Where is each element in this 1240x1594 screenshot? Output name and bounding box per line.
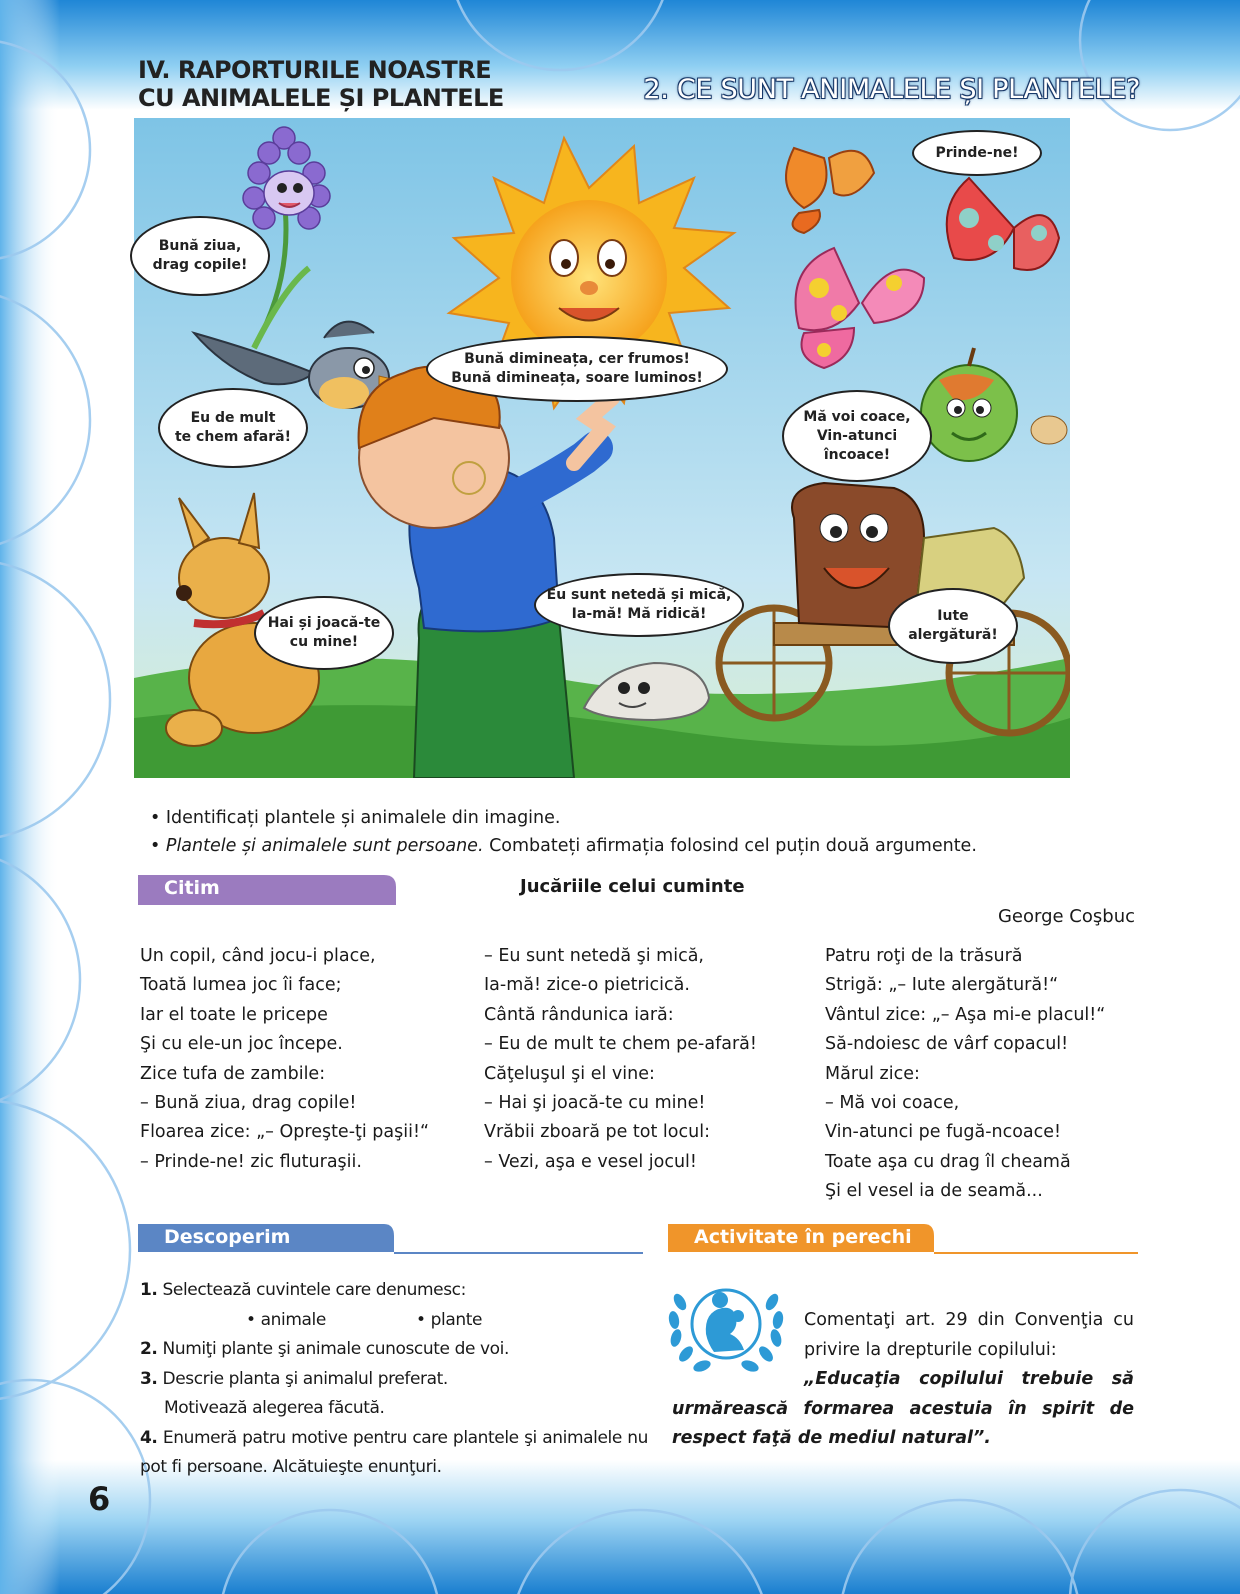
exercise-1-text: Selectează cuvintele care denumesc:	[157, 1280, 466, 1300]
exercise-3	[140, 1365, 648, 1395]
exercise-3-text: Descrie planta şi animalul preferat.	[157, 1368, 448, 1389]
poem-line: – Vezi, aşa e vesel jocul!	[484, 1151, 697, 1172]
question-1: • Identificați plantele și animalele din imagine.	[150, 808, 561, 828]
poem-line: Şi el vesel ia de seamă...	[825, 1181, 1043, 1202]
poem-line: Vrăbii zboară pe tot locul:	[484, 1122, 710, 1143]
descoperim-label: Descoperim	[164, 1226, 291, 1248]
poem-line: Cântă rândunica iară:	[484, 1004, 674, 1025]
exercise-2-number: 2.	[140, 1339, 158, 1359]
exercise-1-options	[140, 1306, 648, 1336]
speech-bubble-cart: Iute alergătură!	[888, 588, 1018, 664]
activitate-text: Comentaţi art. 29 din Convenţia cu privire la drepturile copilului:	[804, 1310, 1134, 1360]
option-animale: • animale	[246, 1309, 326, 1330]
poem-line: Vin-atunci pe fugă-ncoace!	[825, 1122, 1062, 1143]
activitate-label: Activitate în perechi	[694, 1226, 912, 1248]
exercise-3-number: 3.	[140, 1368, 158, 1389]
exercises	[140, 1276, 648, 1483]
question-2: • Plantele și animalele sunt persoane. Combateți afirmația folosind cel puțin două argumente.	[150, 836, 977, 856]
poem-line: Strigă: „– Iute alergătură!“	[825, 975, 1059, 996]
speech-bubble-butterfly: Prinde-ne!	[912, 130, 1042, 176]
poem-line: Toată lumea joc îi face;	[140, 975, 342, 996]
exercise-2	[140, 1335, 648, 1365]
poem-author: George Coşbuc	[997, 906, 1135, 927]
poem-line: Ia-mă! zice-o pietricică.	[484, 975, 690, 996]
speech-bubble-sun: Bună dimineața, cer frumos! Bună dimineața, soare luminos!	[426, 336, 728, 402]
poem-line: – Bună ziua, drag copile!	[140, 1093, 357, 1114]
poem-line: Şi cu ele-un joc începe.	[140, 1034, 343, 1055]
exercise-2-text: Numiţi plante şi animale cunoscute de voi.	[157, 1339, 510, 1359]
exercise-1-number: 1.	[140, 1280, 158, 1300]
speech-bubble-flower: Bună ziua, drag copile!	[130, 216, 270, 296]
question-2-italic: Plantele și animalele sunt persoane.	[165, 836, 484, 856]
poem-line: – Prinde-ne! zic fluturaşii.	[140, 1151, 362, 1172]
poem-line: Patru roţi de la trăsură	[825, 946, 1023, 966]
exercise-3-continuation: Motivează alegerea făcută.	[164, 1398, 385, 1418]
poem-line: Căţeluşul şi el vine:	[484, 1063, 655, 1084]
citim-label: Citim	[164, 877, 220, 899]
poem-line: Mărul zice:	[825, 1063, 920, 1084]
unit-title-line1: IV. RAPORTURILE NOASTRE	[138, 56, 492, 84]
poem-line: – Hai şi joacă-te cu mine!	[484, 1093, 706, 1114]
exercise-4-number: 4.	[140, 1427, 158, 1448]
poem-line: Toate aşa cu drag îl cheamă	[825, 1151, 1071, 1172]
option-plante: • plante	[416, 1309, 483, 1330]
poem-line: Să-ndoiesc de vârf copacul!	[825, 1034, 1069, 1055]
exercise-4	[140, 1424, 648, 1483]
poem-column-3	[825, 942, 1105, 1207]
speech-bubble-puppy: Hai și joacă-te cu mine!	[254, 596, 394, 670]
poem-line: Un copil, când jocu-i place,	[140, 946, 376, 966]
question-2-text: Combateți afirmația folosind cel puțin două argumente.	[483, 836, 977, 856]
poem-line: Floarea zice: „– Opreşte-ţi paşii!“	[140, 1122, 430, 1143]
poem-line: – Eu de mult te chem pe-afară!	[484, 1034, 757, 1055]
page-number: 6	[88, 1480, 111, 1518]
poem-column-1	[140, 942, 429, 1177]
poem-line: Vântul zice: „– Aşa mi-e placul!“	[825, 1004, 1106, 1025]
exercise-1	[140, 1276, 648, 1306]
exercise-4-text: Enumeră patru motive pentru care plantele şi animalele nu pot fi persoane. Alcătuieşte enunţuri.	[140, 1427, 648, 1477]
poem-line: – Mă voi coace,	[825, 1093, 960, 1114]
unit-title-line2: CU ANIMALELE ȘI PLANTELE	[138, 84, 504, 112]
poem-line: Zice tufa de zambile:	[140, 1063, 326, 1084]
poem-title: Jucăriile celui cuminte	[520, 876, 745, 897]
poem-line: Iar el toate le pricepe	[140, 1004, 328, 1025]
speech-bubble-stone: Eu sunt netedă și mică, Ia-mă! Mă ridică!	[534, 573, 744, 637]
question-1-text: Identificați plantele și animalele din imagine.	[165, 808, 561, 828]
unit-title	[138, 56, 504, 112]
poem-column-2	[484, 942, 757, 1177]
speech-bubble-swallow: Eu de mult te chem afară!	[158, 388, 308, 468]
activitate-quote: „Educaţia copilului trebuie să urmărească formarea acestuia în spirit de respect faţă de mediul natural”.	[672, 1369, 1134, 1448]
speech-bubble-apple: Mă voi coace, Vin-atunci încoace!	[782, 390, 932, 482]
lesson-title: 2. CE SUNT ANIMALELE ȘI PLANTELE?	[643, 74, 1140, 105]
illustration	[134, 118, 1070, 778]
poem-line: – Eu sunt netedă şi mică,	[484, 946, 704, 966]
